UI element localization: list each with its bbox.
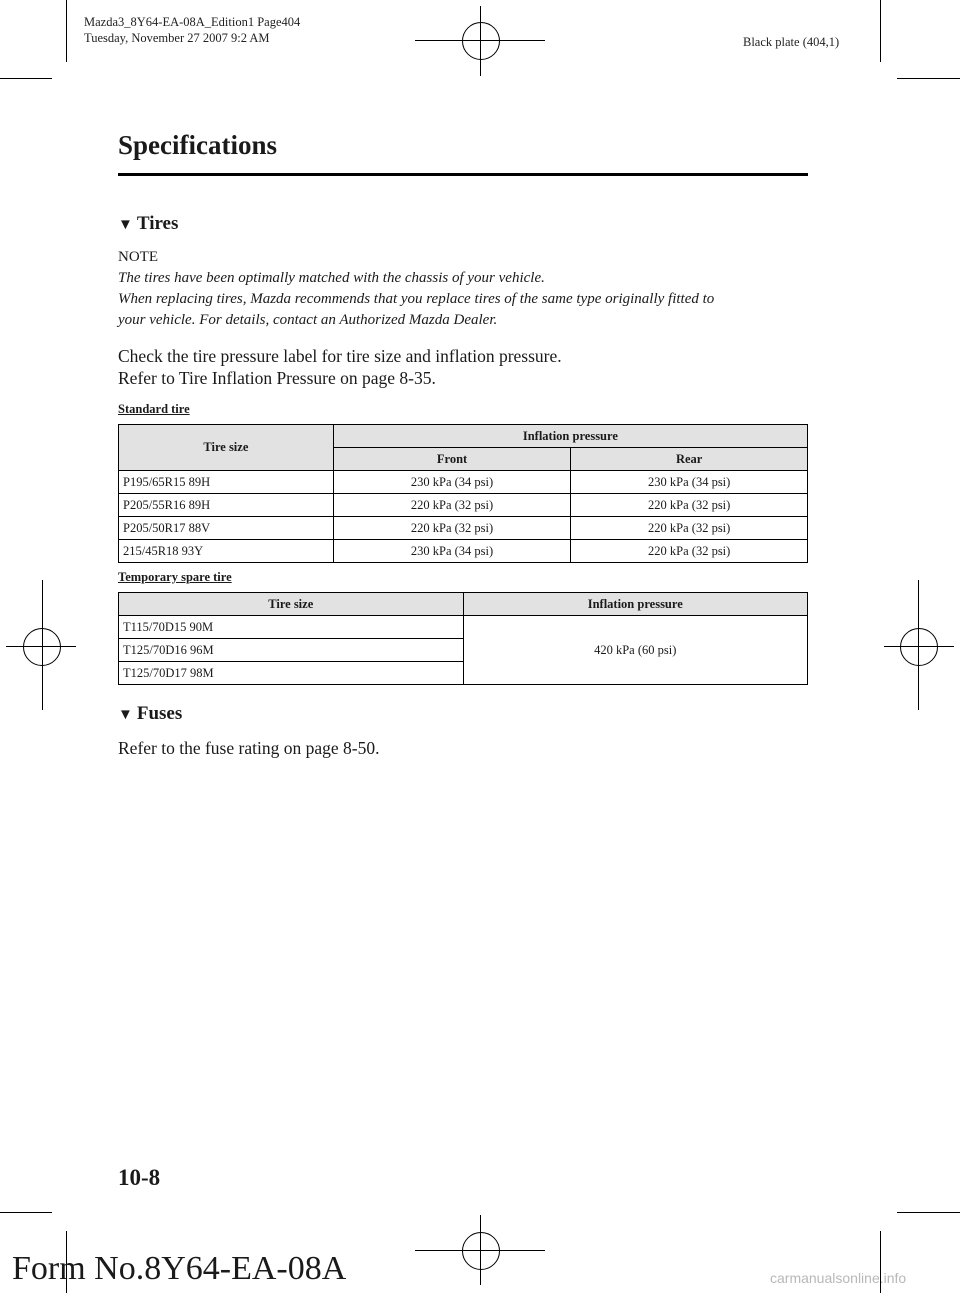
col-rear: Rear [571, 448, 808, 471]
col-tire-size: Tire size [119, 425, 334, 471]
print-meta [84, 14, 300, 46]
table-header-row [119, 425, 808, 448]
front-pressure-cell: 230 kPa (34 psi) [333, 540, 571, 563]
fuses-heading: ▼ Fuses [118, 703, 183, 724]
table-row [119, 494, 808, 517]
note-label: NOTE [118, 249, 158, 265]
col-tire-size: Tire size [119, 593, 464, 616]
fuses-body: Refer to the fuse rating on page 8-50. [118, 738, 380, 758]
tire-size-cell: P195/65R15 89H [119, 471, 334, 494]
rear-pressure-cell: 220 kPa (32 psi) [571, 540, 808, 563]
col-inflation-pressure: Inflation pressure [333, 425, 807, 448]
col-inflation-pressure: Inflation pressure [463, 593, 808, 616]
front-pressure-cell: 220 kPa (32 psi) [333, 517, 571, 540]
rear-pressure-cell: 220 kPa (32 psi) [571, 494, 808, 517]
table-row [119, 540, 808, 563]
standard-tire-table [118, 424, 808, 563]
table-row [119, 471, 808, 494]
triangle-bullet-icon: ▼ [118, 217, 133, 233]
watermark: carmanualsonline.info [770, 1270, 907, 1286]
rear-pressure-cell: 230 kPa (34 psi) [571, 471, 808, 494]
table-header-row [119, 593, 808, 616]
front-pressure-cell: 230 kPa (34 psi) [333, 471, 571, 494]
plate-label: Black plate (404,1) [743, 35, 840, 49]
tires-body [118, 345, 562, 389]
tire-size-cell: 215/45R18 93Y [119, 540, 334, 563]
table-row [119, 517, 808, 540]
tire-size-cell: P205/50R17 88V [119, 517, 334, 540]
note-line: The tires have been optimally matched with the chassis of your vehicle. [118, 270, 545, 286]
print-timestamp: Tuesday, November 27 2007 9:2 AM [84, 31, 270, 45]
table-row [119, 616, 808, 639]
note-text [118, 268, 818, 331]
section-title: Specifications [118, 130, 277, 160]
body-line: Check the tire pressure label for tire size and inflation pressure. [118, 346, 562, 366]
triangle-bullet-icon: ▼ [118, 707, 133, 723]
form-number: Form No.8Y64-EA-08A [12, 1250, 347, 1287]
spare-pressure-cell: 420 kPa (60 psi) [463, 616, 808, 685]
body-line: Refer to Tire Inflation Pressure on page 8-35. [118, 368, 436, 388]
title-rule [118, 173, 808, 176]
col-front: Front [333, 448, 571, 471]
tires-heading: ▼ Tires [118, 213, 179, 234]
note-line: When replacing tires, Mazda recommends that you replace tires of the same type originally fitted to [118, 291, 715, 307]
tire-size-cell: T115/70D15 90M [119, 616, 464, 639]
rear-pressure-cell: 220 kPa (32 psi) [571, 517, 808, 540]
tire-size-cell: P205/55R16 89H [119, 494, 334, 517]
front-pressure-cell: 220 kPa (32 psi) [333, 494, 571, 517]
spare-tire-caption: Temporary spare tire [118, 570, 232, 584]
spare-tire-table [118, 592, 808, 685]
tire-size-cell: T125/70D16 96M [119, 639, 464, 662]
file-info: Mazda3_8Y64-EA-08A_Edition1 Page404 [84, 15, 301, 29]
standard-tire-caption: Standard tire [118, 402, 190, 416]
note-line: your vehicle. For details, contact an Authorized Mazda Dealer. [118, 312, 498, 328]
tire-size-cell: T125/70D17 98M [119, 662, 464, 685]
page-number: 10-8 [118, 1165, 161, 1190]
